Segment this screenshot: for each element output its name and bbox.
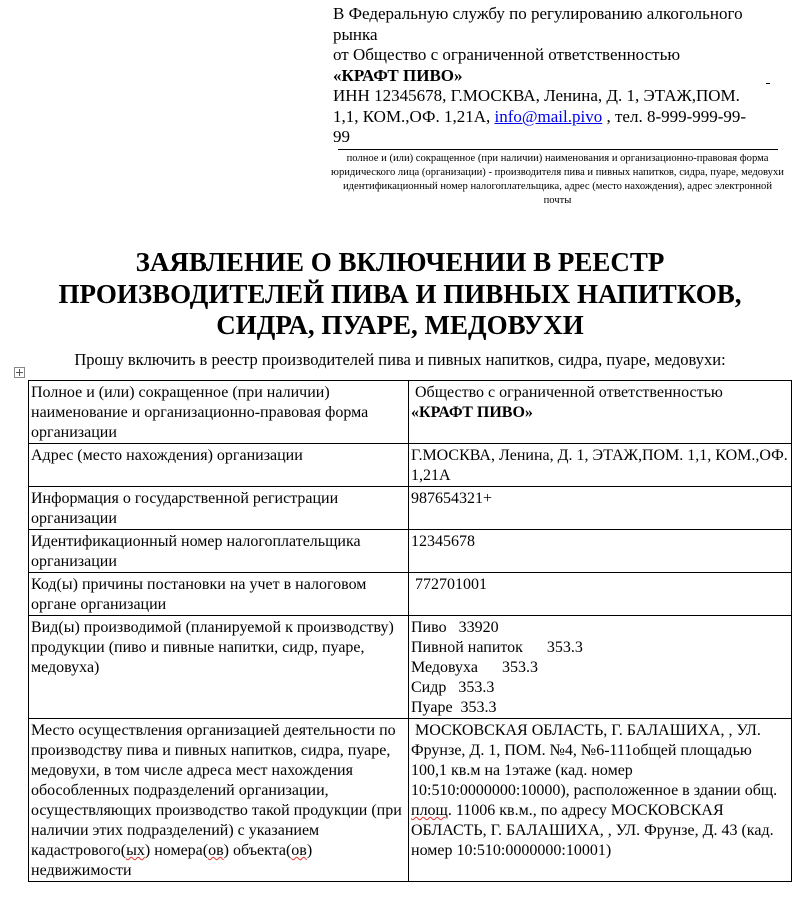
addressee-block xyxy=(333,4,778,148)
spellcheck-mark: ов xyxy=(208,842,224,859)
location-label xyxy=(29,719,409,882)
product-mead: Медовуха 353.3 xyxy=(411,659,538,676)
kpp-value xyxy=(409,573,792,616)
document-title xyxy=(20,247,780,342)
applicant-inn-line-3: 99 xyxy=(333,127,350,146)
table-row xyxy=(29,381,792,444)
email-link[interactable]: info@mail.pivo xyxy=(494,106,603,126)
org-name-bold: «КРАФТ ПИВО» xyxy=(411,404,533,421)
products-value xyxy=(409,616,792,719)
registry-table xyxy=(28,380,792,882)
applicant-line: от Общество с ограниченной ответственностью xyxy=(333,45,681,64)
product-poire: Пуаре 353.3 xyxy=(411,699,497,716)
header-caption: полное и (или) сокращенное (при наличии) наименования и организационно-правовая форма юридического лица (организации) - производителя пива и пивных напитков, сидра, пуаре, медовухи идентификационный номер налогоплательщика, адрес (место нахождения), адрес электронной почты xyxy=(331,153,784,206)
inn-value: 12345678 xyxy=(409,530,792,573)
registration-value: 987654321+ xyxy=(409,487,792,530)
location-label-part-1: Место осуществления организацией деятельности по производству пива и пивных напитков, сидра, пуаре, медовухи, в том числе адреса мест нахождения обособленных подразделений организации, осуществляющих производство такой продукции (при наличии этих подразделений) с указанием кадастрового( xyxy=(31,722,402,859)
applicant-inn-line-2 xyxy=(333,107,778,128)
address-label: Адрес (место нахождения) организации xyxy=(29,444,409,487)
table-row xyxy=(29,573,792,616)
addressee-line-2: рынка xyxy=(333,24,378,44)
applicant-phone: , тел. 8-999-999-99- xyxy=(606,106,747,126)
applicant-org-name: «КРАФТ ПИВО» xyxy=(333,65,463,85)
table-move-handle-icon[interactable] xyxy=(14,367,25,378)
address-value: Г.МОСКВА, Ленина, Д. 1, ЭТАЖ,ПОМ. 1,1, КОМ.,ОФ. 1,21А xyxy=(409,444,792,487)
registration-label: Информация о государственной регистрации организации xyxy=(29,487,409,530)
spellcheck-mark: ых xyxy=(126,842,145,859)
location-label-part-2: ) номера( xyxy=(144,842,209,859)
product-beer-drink: Пивной напиток 353.3 xyxy=(411,639,583,656)
table-row xyxy=(29,487,792,530)
header-tick-mark xyxy=(766,83,770,84)
header-rule xyxy=(338,149,778,150)
product-beer: Пиво 33920 xyxy=(411,619,499,636)
table-row xyxy=(29,719,792,882)
location-value xyxy=(409,719,792,882)
kpp-value-text: 772701001 xyxy=(415,576,487,593)
table-row xyxy=(29,616,792,719)
org-name-label: Полное и (или) сокращенное (при наличии) наименование и организационно-правовая форма организации xyxy=(29,381,409,444)
product-cider: Сидр 353.3 xyxy=(411,679,495,696)
location-label-part-4: ) недвижимости xyxy=(31,842,313,879)
location-value-part-1: МОСКОВСКАЯ ОБЛАСТЬ, Г. БАЛАШИХА, , УЛ. Фрунзе, Д. 1, ПОМ. №4, №6-111общей площадью 100,1 кв.м на 1этаже (кад. номер 10:510:0000000:10000), расположенное в здании общ. xyxy=(411,722,778,799)
location-label-part-3: ) объекта( xyxy=(223,842,292,859)
spellcheck-mark: ов xyxy=(291,842,307,859)
kpp-label: Код(ы) причины постановки на учет в налоговом органе организации xyxy=(29,573,409,616)
products-label: Вид(ы) производимой (планируемой к производству) продукции (пиво и пивные напитки, сидр, пуаре, медовуха) xyxy=(29,616,409,719)
title-line-2: ПРОИЗВОДИТЕЛЕЙ ПИВА И ПИВНЫХ НАПИТКОВ, xyxy=(58,278,742,309)
applicant-address-tail: 1,1, КОМ.,ОФ. 1,21А, xyxy=(333,106,491,126)
org-name-value xyxy=(409,381,792,444)
addressee-line-1: В Федеральную службу по регулированию алкогольного xyxy=(333,4,743,23)
org-form-value: Общество с ограниченной ответственностью xyxy=(415,384,723,401)
inn-label: Идентификационный номер налогоплательщика организации xyxy=(29,530,409,573)
table-row xyxy=(29,530,792,573)
spellcheck-mark: площ xyxy=(411,802,448,819)
applicant-inn-line-1: ИНН 12345678, Г.МОСКВА, Ленина, Д. 1, ЭТАЖ,ПОМ. xyxy=(333,86,740,105)
location-value-part-2: . 11006 кв.м., по адресу МОСКОВСКАЯ ОБЛАСТЬ, Г. БАЛАШИХА, , УЛ. Фрунзе, Д. 43 (кад. номер 10:510:0000000:10001) xyxy=(411,802,774,859)
request-intro: Прошу включить в реестр производителей пива и пивных напитков, сидра, пуаре, медовухи: xyxy=(74,350,726,369)
table-row xyxy=(29,444,792,487)
title-line-1: ЗАЯВЛЕНИЕ О ВКЛЮЧЕНИИ В РЕЕСТР xyxy=(135,247,665,277)
title-line-3: СИДРА, ПУАРЕ, МЕДОВУХИ xyxy=(216,310,584,340)
